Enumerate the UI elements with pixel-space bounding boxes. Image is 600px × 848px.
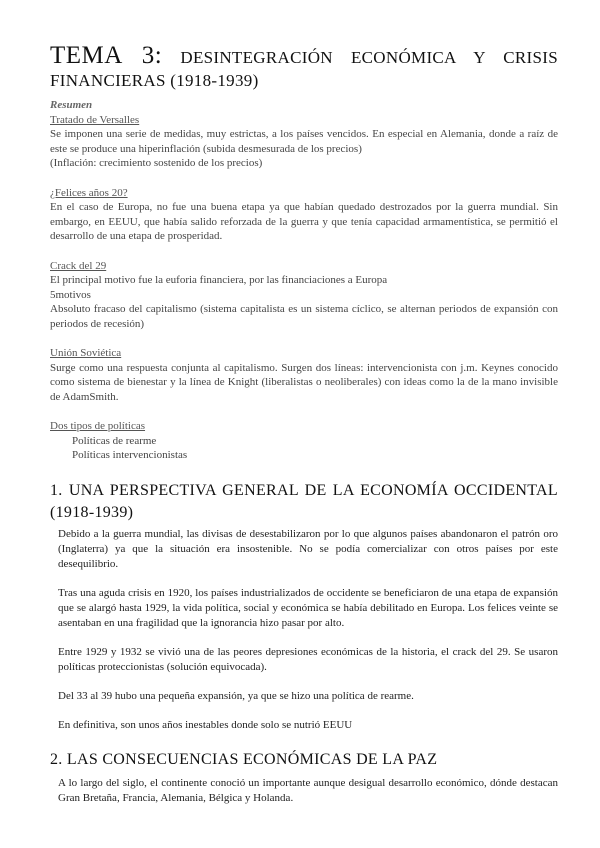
crack-line-2: 5motivos <box>50 288 91 301</box>
title-tema: TEMA 3: <box>50 42 163 69</box>
crack-heading: Crack del 29 <box>50 259 107 272</box>
document-title <box>50 44 558 92</box>
politicas-item-2: Políticas intervencionistas <box>72 449 188 462</box>
summary-label: Resumen <box>50 99 93 111</box>
summary-section <box>50 98 558 463</box>
versalles-heading: Tratado de Versalles <box>50 113 140 126</box>
section-2-body <box>58 776 558 820</box>
versalles-note: (Inflación: crecimiento sostenido de los precios) <box>50 157 263 170</box>
crack-line-3: Absoluto fracaso del capitalismo (sistema capitalista es un sistema cíclico, se alternan periodos de expansión con periodos de recesión) <box>50 303 558 330</box>
section-2-heading: 2. LAS CONSECUENCIAS ECONÓMICAS DE LA PAZ <box>50 751 438 768</box>
politicas-item-1: Políticas de rearme <box>72 434 157 447</box>
politicas-heading: Dos tipos de políticas <box>50 420 146 433</box>
section-1-paragraph-4: Del 33 al 39 hubo una pequeña expansión, ya que se hizo una política de rearme. <box>58 690 414 702</box>
section-1-paragraph-1: Debido a la guerra mundial, las divisas de desestabilizaron por lo que algunos países abandonaron el patrón oro (Inglaterra) ya que la situación era insostenible. No se podía comercializar con otros países por este desequilibrio. <box>58 528 558 570</box>
section-1-paragraph-5: En definitiva, son unos años inestables donde solo se nutrió EEUU <box>58 719 353 731</box>
felices-heading: ¿Felices años 20? <box>50 186 128 199</box>
crack-line-1: El principal motivo fue la euforia financiera, por las financiaciones a Europa <box>50 274 388 287</box>
felices-text: En el caso de Europa, no fue una buena etapa ya que habían quedado destrozados por la guerra mundial. Sin embargo, en EEUU, que había salido reforzada de la guerra y que tenía capacidad armamentística, se permitió el desarrollo de una etapa de prosperidad. <box>50 201 558 243</box>
section-1-body <box>58 527 558 747</box>
section-2-paragraph-1: A lo largo del siglo, el continente conoció un importante aunque desigual desarrollo económico, dónde destacan Gran Bretaña, Francia, Alemania, Bélgica y Holanda. <box>58 777 558 804</box>
union-heading: Unión Soviética <box>50 347 122 360</box>
section-1-heading: 1. UNA PERSPECTIVA GENERAL DE LA ECONOMÍA OCCIDENTAL (1918-1939) <box>50 482 558 521</box>
section-1-paragraph-2: Tras una aguda crisis en 1920, los países industrializados de occidente se beneficiaron de una etapa de expansión que se alargó hasta 1929, la vida política, social y económica se había debilitado en Europa. Los felices veinte se asentaban en una fragilidad que la ignorancia hizo pasar por alto. <box>58 587 558 629</box>
union-text: Surge como una respuesta conjunta al capitalismo. Surgen dos líneas: intervencionista con j.m. Keynes conocido como sistema de bienestar y la línea de Knight (liberalistas o neoliberales) con ideas como la de la mano invisible de AdamSmith. <box>50 361 558 403</box>
title-text: DESINTEGRACIÓN ECONÓMICA Y CRISIS FINANCIERAS (1918-1939) <box>50 48 558 90</box>
versalles-text: Se imponen una serie de medidas, muy estrictas, a los países vencidos. En especial en Alemania, donde a raíz de este se produce una hiperinflación (subida desmesurada de los precios) <box>50 128 558 155</box>
section-1-paragraph-3: Entre 1929 y 1932 se vivió una de las peores depresiones económicas de la historia, el crack del 29. Se usaron políticas proteccionistas (solución equivocada). <box>58 646 558 673</box>
